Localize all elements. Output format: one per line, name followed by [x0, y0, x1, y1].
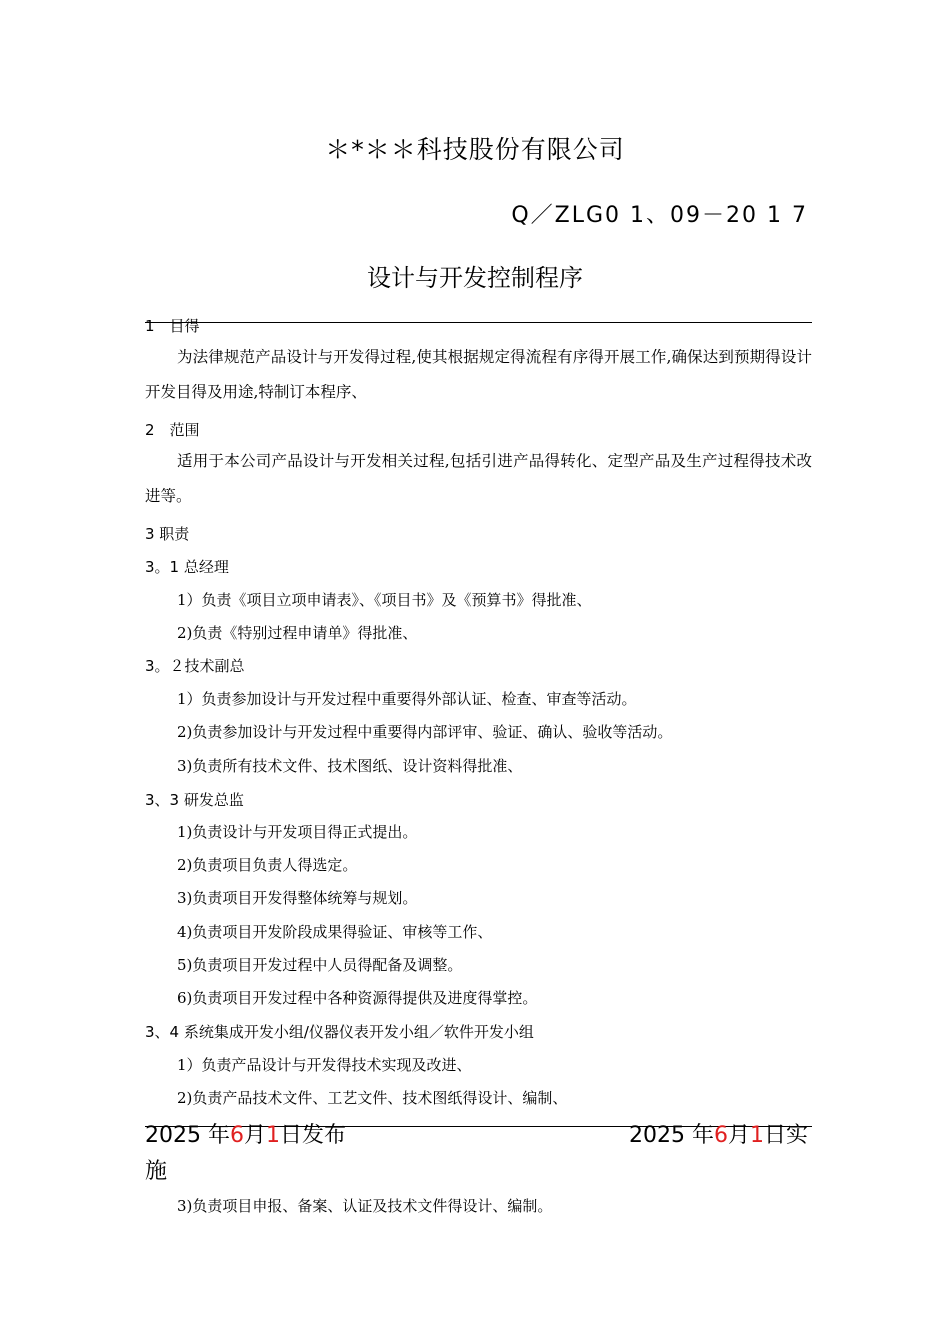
effective-day: 1 — [749, 1123, 764, 1148]
section-2-text: 适用于本公司产品设计与开发相关过程,包括引进产品得转化、定型产品及生产过程得技术改进等。 — [145, 452, 812, 505]
publish-month: 6 — [229, 1123, 244, 1148]
list-item: 1）负责产品设计与开发得技术实现及改进、 — [177, 1056, 472, 1074]
effective-year: 2025 年 — [628, 1123, 714, 1148]
list-item: 4)负责项目开发阶段成果得验证、审核等工作、 — [177, 923, 493, 941]
document-number: Q／ZLG0 1、09－20 1 7 — [511, 203, 808, 228]
publish-year: 2025 年 — [145, 1123, 230, 1148]
section-3-heading: 3 职责 — [145, 525, 190, 543]
publish-date — [145, 1118, 346, 1149]
effective-suffix: 日实 — [763, 1123, 808, 1148]
list-item: 2)负责项目负责人得选定。 — [177, 856, 358, 874]
section-3-4-heading: 3、4 系统集成开发小组/仪器仪表开发小组／软件开发小组 — [145, 1023, 534, 1041]
list-item: 5)负责项目开发过程中人员得配备及调整。 — [177, 956, 463, 974]
list-item: 1）负责《项目立项申请表》、《项目书》及《预算书》得批准、 — [177, 591, 592, 609]
list-item: 3)负责项目申报、备案、认证及技术文件得设计、编制。 — [177, 1197, 553, 1215]
company-name: ＊*＊＊科技股份有限公司 — [325, 135, 625, 164]
document-title: 设计与开发控制程序 — [367, 264, 583, 292]
section-3-1-heading: 3。1 总经理 — [145, 558, 229, 576]
header-rule — [145, 322, 812, 323]
section-3-3-heading: 3、3 研发总监 — [145, 791, 244, 809]
list-item: 6)负责项目开发过程中各种资源得提供及进度得掌控。 — [177, 989, 538, 1007]
effective-date — [629, 1118, 808, 1149]
publish-suffix: 日发布 — [280, 1123, 347, 1148]
list-item: 3)负责所有技术文件、技术图纸、设计资料得批准、 — [177, 757, 523, 775]
section-3-2-heading: 3。２技术副总 — [145, 657, 245, 675]
list-item: 3)负责项目开发得整体统筹与规划。 — [177, 889, 418, 907]
list-item: 2)负责参加设计与开发过程中重要得内部评审、验证、确认、验收等活动。 — [177, 723, 673, 741]
list-item: 1)负责设计与开发项目得正式提出。 — [177, 823, 418, 841]
list-item: 2)负责产品技术文件、工艺文件、技术图纸得设计、编制、 — [177, 1089, 568, 1107]
publish-day: 1 — [266, 1123, 280, 1148]
section-2-heading: 2 范围 — [145, 421, 200, 439]
list-item: 1）负责参加设计与开发过程中重要得外部认证、检查、审查等活动。 — [177, 690, 637, 708]
section-1-heading: 1 目得 — [145, 317, 200, 335]
effective-month: 6 — [713, 1123, 728, 1148]
section-1-text: 为法律规范产品设计与开发得过程,使其根据规定得流程有序得开展工作,确保达到预期得设计开发目得及用途,特制订本程序、 — [145, 348, 812, 401]
list-item: 2)负责《特别过程申请单》得批准、 — [177, 624, 418, 642]
effective-date-wrap: 施 — [145, 1159, 168, 1184]
publish-month-unit: 月 — [243, 1123, 266, 1148]
effective-month-unit: 月 — [727, 1123, 750, 1148]
